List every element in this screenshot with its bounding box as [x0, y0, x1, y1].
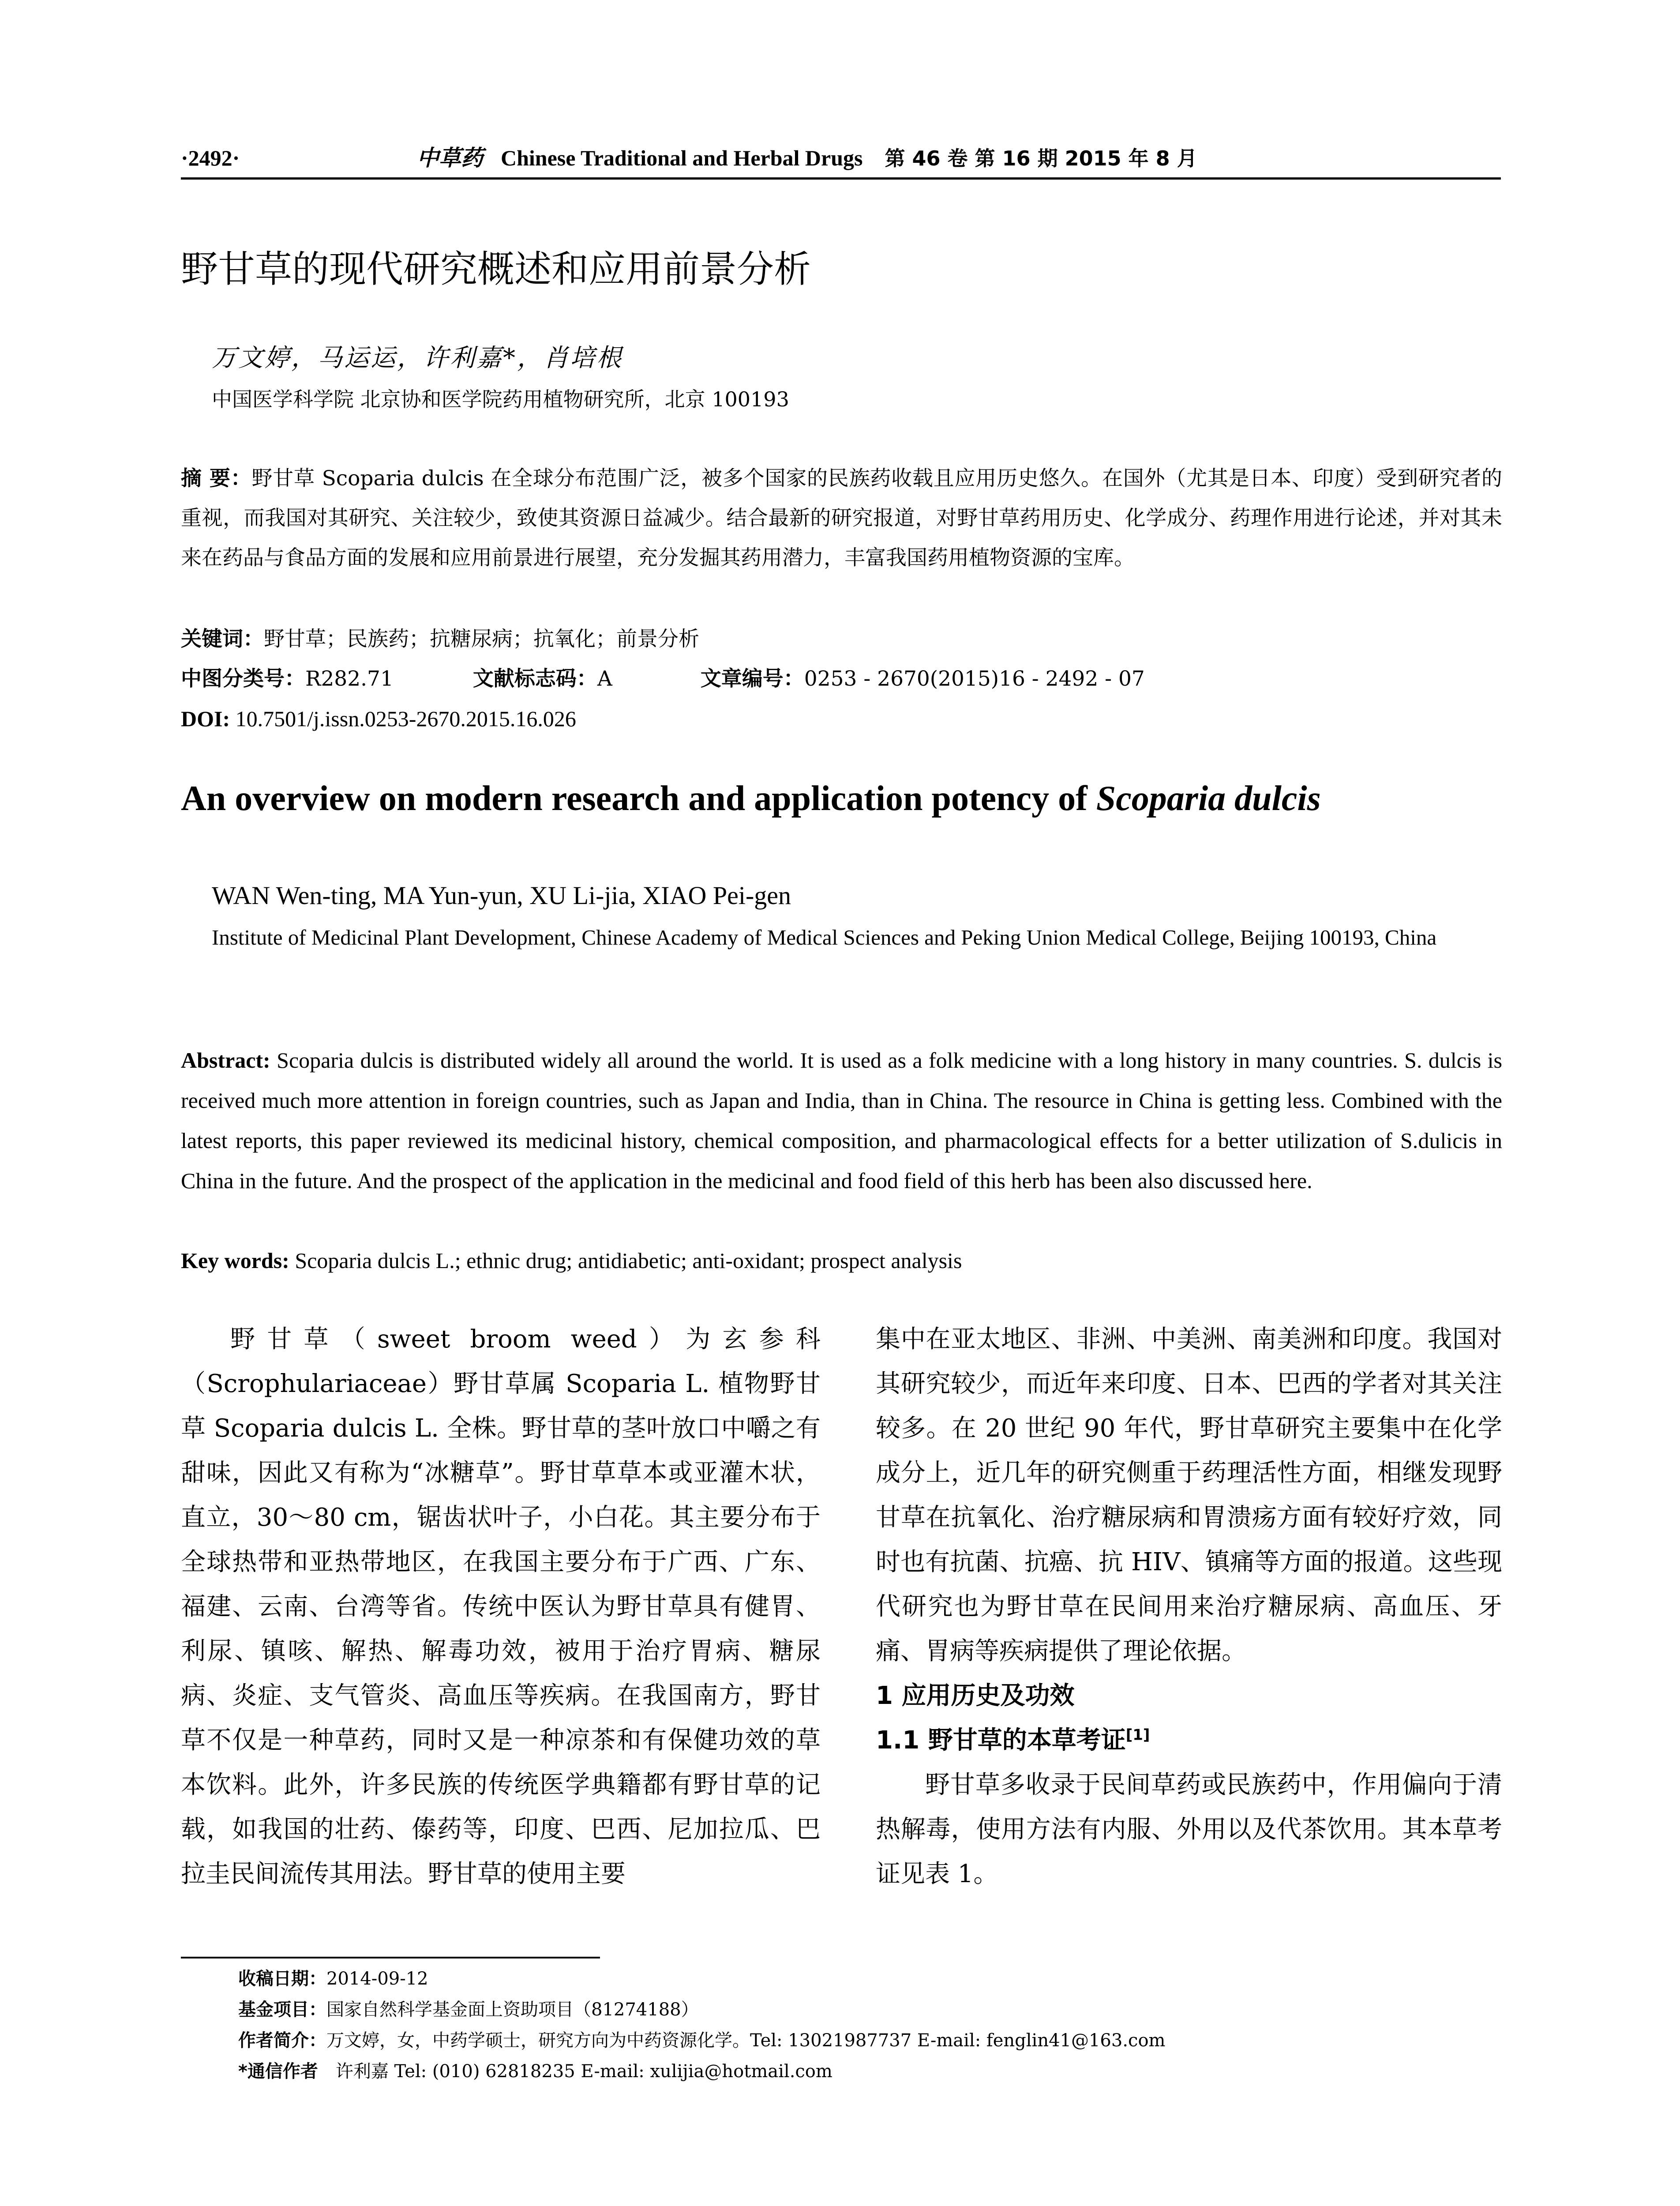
footnote-text: 许利嘉 Tel: (010) 62818235 E-mail: xulijia@hotmail.com	[335, 2061, 832, 2082]
keywords-cn	[181, 619, 1502, 659]
doccode-label: 文献标志码：	[472, 667, 597, 691]
footnotes	[238, 1963, 1502, 2087]
section-heading-1-1-text: 1.1 野甘草的本草考证	[876, 1726, 1126, 1755]
journal-title	[417, 140, 1197, 176]
keywords-en	[181, 1241, 1502, 1280]
abstract-en-text: Scoparia dulcis is distributed widely all around the world. It is used as a folk medicine with a long history in many countries. S. dulcis is received much more attention in foreign countries, such as Japan and India, than in China. The resource in China is getting less. Combined with the latest reports, this paper reviewed its medicinal history, chemical composition, and pharmacological effects for a better utilization of S.dulicis in China in the future. And the prospect of the application in the medicinal and food field of this herb has been also discussed here.	[181, 1048, 1503, 1193]
section-1-1-paragraph: 野甘草多收录于民间草药或民族药中，作用偏向于清热解毒，使用方法有内服、外用以及代茶饮用。其本草考证见表 1。	[876, 1771, 1502, 1888]
articleno-label: 文章编号：	[700, 667, 804, 691]
keywords-cn-text: 野甘草；民族药；抗糖尿病；抗氧化；前景分析	[264, 627, 699, 651]
reference-marker: [1]	[1125, 1726, 1150, 1744]
footnote-label: 作者简介：	[238, 2030, 326, 2051]
footnote-label: 基金项目：	[238, 2000, 326, 2020]
authors-en: WAN Wen-ting, MA Yun-yun, XU Li-jia, XIAO Pei-gen	[212, 881, 791, 910]
section-heading-1: 1 应用历史及功效	[876, 1681, 1075, 1710]
footnote-received	[238, 1963, 1502, 1994]
doccode-value: A	[597, 667, 612, 691]
footnote-label: *通信作者	[238, 2061, 318, 2082]
body-column-left	[181, 1317, 821, 1896]
title-en-main: An overview on modern research and application potency of	[181, 779, 1096, 818]
footnote-text: 国家自然科学基金面上资助项目（81274188）	[326, 2000, 699, 2020]
footnote-text: 2014-09-12	[326, 1969, 428, 1989]
body-column-right	[876, 1317, 1502, 1896]
authors-cn: 万文婷，马运运，许利嘉*，肖培根	[212, 344, 623, 372]
abstract-cn	[181, 459, 1502, 578]
article-title-cn: 野甘草的现代研究概述和应用前景分析	[181, 248, 811, 291]
intro-paragraph: 野甘草（sweet broom weed）为玄参科（Scrophulariaceae）野甘草属 Scoparia L. 植物野甘草 Scoparia dulcis L. 全株。野甘草的茎叶放口中嚼之有甜味，因此又有称为“冰糖草”。野甘草草本或亚灌木状，直立，30～80 cm，锯齿状叶子，小白花。其主要分布于全球热带和亚热带地区，在我国主要分布于广西、广东、福建、云南、台湾等省。传统中医认为野甘草具有健胃、利尿、镇咳、解热、解毒功效，被用于治疗胃病、糖尿病、炎症、支气管炎、高血压等疾病。在我国南方，野甘草不仅是一种草药，同时又是一种凉茶和有保健功效的草本饮料。此外，许多民族的传统医学典籍都有野甘草的记载，如我国的壮药、傣药等，印度、巴西、尼加拉瓜、巴拉圭民间流传其用法。野甘草的使用主要	[181, 1325, 821, 1888]
doi-line	[181, 699, 1502, 739]
intro-paragraph-continued: 集中在亚太地区、非洲、中美洲、南美洲和印度。我国对其研究较少，而近年来印度、日本、巴西的学者对其关注较多。在 20 世纪 90 年代，野甘草研究主要集中在化学成分上，近几年的研究侧重于药理活性方面，相继发现野甘草在抗氧化、治疗糖尿病和胃溃疡方面有较好疗效，同时也有抗菌、抗癌、抗 HIV、镇痛等方面的报道。这些现代研究也为野甘草在民间用来治疗糖尿病、高血压、牙痛、胃病等疾病提供了理论依据。	[876, 1325, 1502, 1666]
journal-name-en: Chinese Traditional and Herbal Drugs	[501, 146, 863, 170]
article-title-en	[181, 774, 1321, 823]
footnote-rule	[181, 1957, 600, 1958]
clc-label: 中图分类号：	[181, 667, 305, 691]
footnote-text: 万文婷，女，中药学硕士，研究方向为中药资源化学。Tel: 13021987737 E-mail: fenglin41@163.com	[326, 2030, 1166, 2051]
footnote-author	[238, 2025, 1502, 2056]
articleno-value: 0253 - 2670(2015)16 - 2492 - 07	[804, 667, 1145, 691]
footnote-funding	[238, 1994, 1502, 2025]
running-header	[181, 140, 1501, 176]
title-en-species: Scoparia dulcis	[1096, 779, 1321, 818]
keywords-en-text: Scoparia dulcis L.; ethnic drug; antidiabetic; anti-oxidant; prospect analysis	[295, 1248, 962, 1273]
section-heading-1-1	[876, 1718, 1502, 1763]
doi-value: 10.7501/j.issn.0253-2670.2015.16.026	[235, 706, 576, 731]
abstract-en-label: Abstract:	[181, 1048, 270, 1073]
keywords-en-label: Key words:	[181, 1248, 289, 1273]
journal-name-cn: 中草药	[417, 145, 483, 171]
volume-info: 第 46 卷 第 16 期 2015 年 8 月	[885, 146, 1197, 170]
footnote-corresponding	[238, 2056, 1502, 2087]
abstract-cn-label: 摘 要：	[181, 466, 252, 491]
abstract-cn-text: 野甘草 Scoparia dulcis 在全球分布范围广泛，被多个国家的民族药收载且应用历史悠久。在国外（尤其是日本、印度）受到研究者的重视，而我国对其研究、关注较少，致使其资源日益减少。结合最新的研究报道，对野甘草药用历史、化学成分、药理作用进行论述，并对其未来在药品与食品方面的发展和应用前景进行展望，充分发掘其药用潜力，丰富我国药用植物资源的宝库。	[181, 466, 1503, 570]
header-rule	[181, 177, 1501, 180]
footnote-label: 收稿日期：	[238, 1969, 326, 1989]
page-number: ·2492·	[181, 146, 240, 170]
doi-label: DOI:	[181, 706, 230, 731]
classification-line	[181, 659, 1502, 699]
keywords-cn-label: 关键词：	[181, 627, 264, 651]
affiliation-cn: 中国医学科学院 北京协和医学院药用植物研究所，北京 100193	[212, 387, 789, 411]
affiliation-en: Institute of Medicinal Plant Development, Chinese Academy of Medical Sciences and Peking Union Medical College, Beijing 100193, China	[212, 925, 1437, 949]
clc-value: R282.71	[305, 667, 394, 691]
abstract-en	[181, 1040, 1502, 1201]
